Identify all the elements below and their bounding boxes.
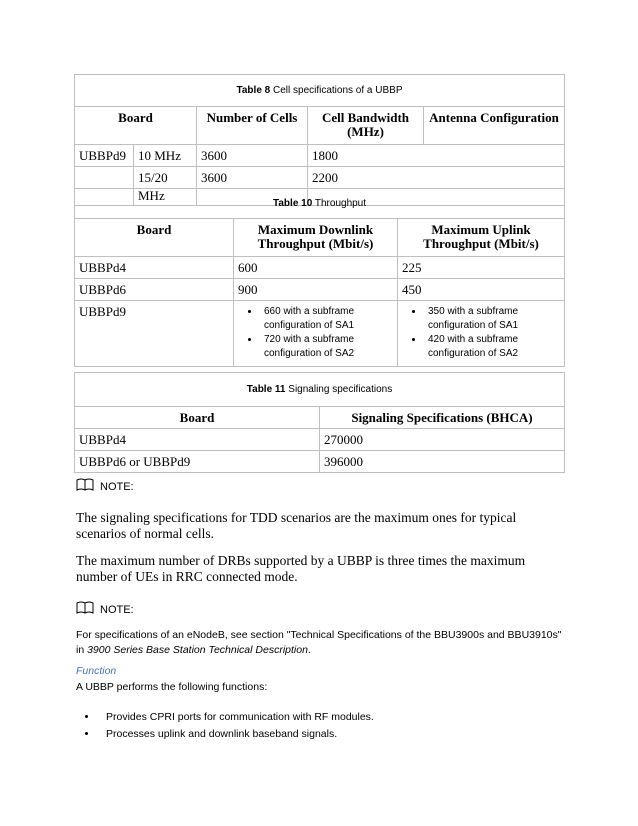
list-item: • 660 with a subframe configuration of SA1 [260, 305, 393, 333]
note-2-paragraph: For specifications of an eNodeB, see section "Technical Specifications of the BBU3900s and BBU3910s" in 3900 Series Base Station Technical Description. [76, 629, 562, 656]
table-11-header-board: Board [75, 407, 320, 429]
table-cell: 450 [398, 279, 565, 301]
table-cell: UBBPd6 or UBBPd9 [75, 451, 320, 473]
table-cell: UBBPd4 [75, 257, 234, 279]
table-cell: UBBPd4 [75, 429, 320, 451]
note-label: NOTE: [100, 480, 134, 493]
table-cell: 15/20 MHz [134, 167, 197, 206]
table-8-header-board: Board [75, 107, 197, 145]
list-item: • 420 with a subframe configuration of SA2 [424, 333, 560, 361]
table-row [75, 279, 565, 301]
table-cell: 396000 [320, 451, 565, 473]
table-8-header-number-of-cells: Number of Cells [197, 107, 308, 145]
table-11-signaling-specifications [74, 372, 565, 473]
note-1-header [76, 478, 134, 495]
note-label: NOTE: [100, 603, 134, 616]
table-cell: 3600 [197, 145, 308, 167]
table-row [75, 451, 565, 473]
table-cell: 2200 [308, 167, 565, 206]
uplink-bullet-list [402, 305, 560, 361]
table-cell: UBBPd6 [75, 279, 234, 301]
table-10-header-board: Board [75, 219, 234, 257]
note-2-header [76, 601, 134, 618]
table-8-header-antenna-configuration: Antenna Configuration [424, 107, 565, 145]
function-heading: Function [76, 665, 117, 677]
function-intro: A UBBP performs the following functions: [76, 681, 268, 693]
table-11-caption: Table 11 Signaling specifications [75, 373, 565, 407]
table-cell: UBBPd9 [75, 145, 134, 167]
table-11-header-signaling: Signaling Specifications (BHCA) [320, 407, 565, 429]
table-8-caption: Table 8 Cell specifications of a UBBP [75, 75, 565, 107]
list-item: • 720 with a subframe configuration of SA2 [260, 333, 393, 361]
table-cell [398, 301, 565, 367]
book-icon [76, 478, 100, 495]
table-cell: 600 [234, 257, 398, 279]
table-10-header-max-downlink: Maximum Downlink Throughput (Mbit/s) [234, 219, 398, 257]
table-cell: 10 MHz [134, 145, 197, 167]
downlink-bullet-list [238, 305, 393, 361]
list-item: • 350 with a subframe configuration of SA1 [424, 305, 560, 333]
table-8-header-cell-bandwidth: Cell Bandwidth (MHz) [308, 107, 424, 145]
table-cell: 3600 [197, 167, 308, 206]
table-row [75, 429, 565, 451]
table-10-header-max-uplink: Maximum Uplink Throughput (Mbit/s) [398, 219, 565, 257]
table-10-caption: Table 10 Throughput [75, 189, 565, 219]
table-cell: 270000 [320, 429, 565, 451]
table-cell: 900 [234, 279, 398, 301]
note-1-paragraph-1: The signaling specifications for TDD scenarios are the maximum ones for typical scenarios of normal cells. [76, 510, 517, 541]
table-8-cell-specifications [74, 74, 565, 206]
table-cell [234, 301, 398, 367]
table-row [75, 301, 565, 367]
note-1-paragraph-2: The maximum number of DRBs supported by a UBBP is three times the maximum number of UEs in RRC connected mode. [76, 553, 526, 584]
list-item: • Provides CPRI ports for communication with RF modules. [98, 709, 374, 726]
table-10-throughput [74, 188, 565, 367]
list-item: • Processes uplink and downlink baseband signals. [98, 726, 374, 743]
table-row [75, 257, 565, 279]
table-cell: 1800 [308, 145, 565, 167]
table-cell: UBBPd9 [75, 301, 234, 367]
function-list [76, 709, 374, 743]
table-row [75, 145, 565, 167]
table-cell: 225 [398, 257, 565, 279]
book-icon [76, 601, 100, 618]
